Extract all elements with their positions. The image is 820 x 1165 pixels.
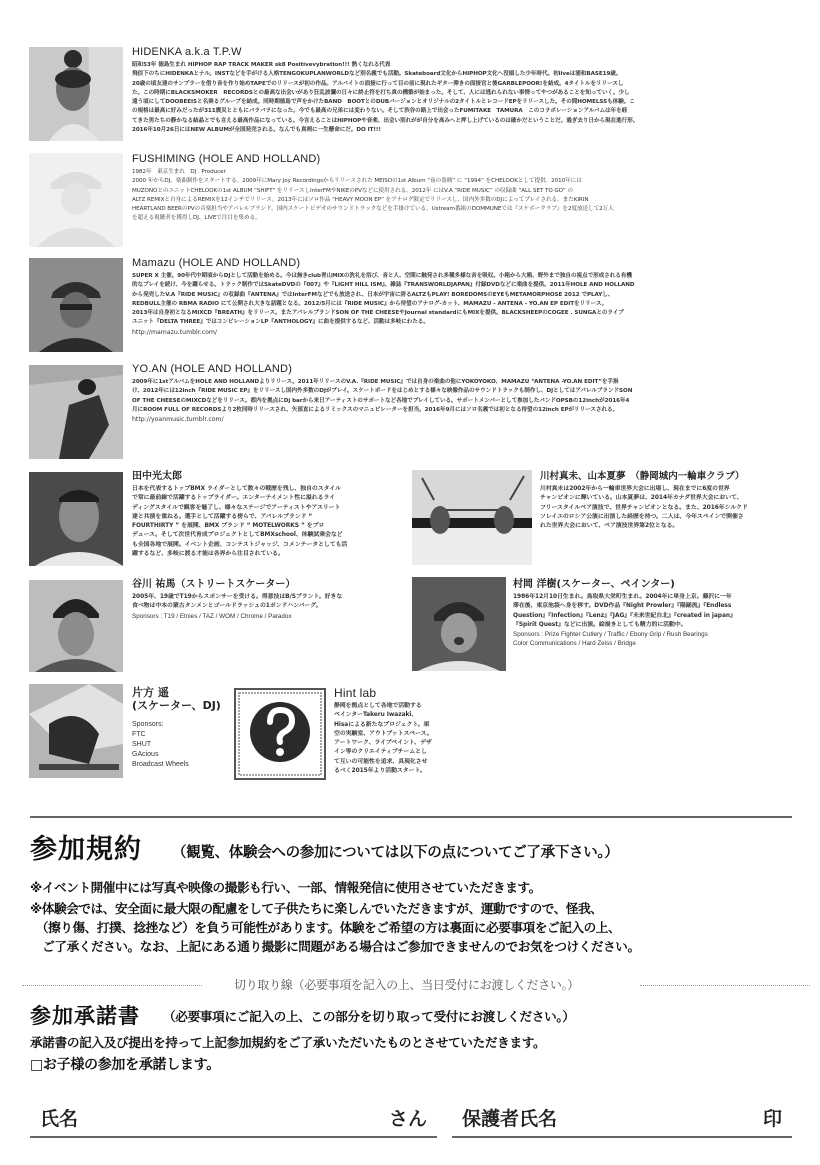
muraoka-photo <box>412 577 506 671</box>
cut-line-dash-right <box>640 985 810 986</box>
profile-name: HIDENKA a.k.a T.P.W <box>132 46 242 58</box>
unicycle-club-photo <box>412 470 532 565</box>
katagata-bio <box>132 686 232 770</box>
fushiming-bio <box>132 152 812 224</box>
yoan-url-link[interactable]: http://yoanmusic.tumblr.com/ <box>132 416 224 424</box>
section-divider <box>30 816 792 818</box>
yoan-photo <box>29 365 123 459</box>
mamazu-url-link[interactable]: http://mamazu.tumblr.com/ <box>132 328 217 336</box>
terms-subtitle: （観覧、体験会への参加については以下の点についてご了承下さい。） <box>172 845 619 861</box>
profile-text: 昭和53年 徳島生まれ HIPHOP RAP TRACK MAKER sk8 Positivevybration!!! 熱くなれる代表 飛信下のちにHIDENKAとナル。INSTなどを手がける人格TENGOKUPLANWORLDなど別名義でも活動。Skateboard文化からHIPHOP文化へ没頭した少年時代。初liveは浦和BASE19歳。 20歳の頃友達のサンプラーを借り音を作り始めTAPEでのリリースが初の作品。アルバイトの面接に行って目の前に現れたギター弾きの面接官と後GARBLEPOOR!を結成。4タイトルをリリースし た。この時期にBLACKSMOKER RECORDSとの最高な出会いがあり狂乱波瀾の日々に終止符を打ち真の構築が始まった。そして、人には逃れられない事情ってやつがあることを知っていく。少し 遠う頃にしてDOOBEEISと名乗るグループを結成。同時期徳島で声をかけたBAND BOOTとのDUBバージョンとオリジナルの2タイトルとレコードEPをリリースした。その間HOMELSSも体験。こ の規格は最高に好みだったが311震災とともにバラバラになった。今でも最高の兄弟には変わりない。そして渋谷の路上で出会ったFUMITAKE TAMURA このコラボレーションアルバムは年を経 てきた男たちの静かなる結晶とでも言える最高作品になっている。今言えることはHIPHOPや音楽、出会い別れがが自分を高みへと押し上げているのは確かだということだ。過ぎ去り日から現在進行形。 2016年10月26日にはNEW ALBUMが全国発売される。なんでも真剣に一生懸命にだ。DO IT!!! <box>132 62 639 134</box>
profile-text: 日本を代表するトップBMX ライダーとして数々の戦歴を残し、独自のスタイル で常に最前線で活躍するトップライダー。エンターテイメント性に溢れるライ ディングスタイルで観客を魅了し、様々なステージでアーティストやアスリート 達と共演を重ねる。選手として活躍する傍らで、アパレルブランド “ FOURTHIRTY ” を展開、BMX ブランド “ MOTELWORKS ” をプロ デュース。そして次世代育成プロジェクトとしてBMXschool、体験試乗会など も全国各地で展開。イベント企画、コンテストジャッジ、コメンテータとしても活 躍するなど、多岐に渡る才能は各界から注目されている。 <box>132 486 348 558</box>
fushiming-photo <box>29 153 123 247</box>
profile-sponsors: Sponsors : T19 / Etnies / TAZ / WOM / Chrome / Paradox <box>132 612 292 620</box>
guardian-name-field[interactable] <box>452 1100 792 1138</box>
sponsor-item: SHUT <box>132 741 152 748</box>
hidenka-bio <box>132 45 812 135</box>
terms-title: 参加規約 <box>30 834 142 865</box>
tanigawa-bio <box>132 578 412 621</box>
sponsors-label: Sponsors: <box>132 721 164 728</box>
consent-statement: 承諾書の記入及び提出を持って上記参加規約をご了承いただいたものとさせていただきます。 <box>30 1035 546 1050</box>
profile-name: Hint lab <box>334 686 377 700</box>
mamazu-bio <box>132 256 812 337</box>
sponsor-item: GAcious <box>132 751 159 758</box>
child-name-label: 氏名 <box>40 1108 79 1130</box>
cut-line-label: 切り取り線（必要事項を記入の上、当日受付にお渡しください。） <box>234 978 580 992</box>
profile-name: Mamazu (HOLE AND HOLLAND) <box>132 257 301 269</box>
hintlab-logo <box>234 688 326 780</box>
terms-item: ご了承ください。なお、上記にある通り撮影に問題がある場合はご参加できませんのでお気をつけください。 <box>30 939 640 954</box>
sponsor-item: FTC <box>132 731 146 738</box>
consent-subtitle: （必要事項にご記入の上、この部分を切り取って受付にお渡しください。） <box>163 1009 575 1024</box>
katagata-photo <box>29 684 123 778</box>
terms-item: ※イベント開催中には写真や映像の撮影も行い、一部、情報発信に使用させていただきます。 <box>30 880 541 895</box>
guardian-name-label: 保護者氏名 <box>462 1108 558 1130</box>
profile-sponsors: Sponsors : Prize Fighter Cutlery / Traffic / Ebony Grip / Rush Bearings <box>513 631 708 639</box>
profile-name: 片方 遥 <box>132 686 169 699</box>
profile-name: 村岡 洋樹(スケーター、ペインター) <box>513 579 675 590</box>
child-name-suffix: さん <box>388 1108 427 1130</box>
consent-title: 参加承諾書 <box>30 1004 140 1028</box>
profile-text: SUPER X 主催。90年代中期頃からDJとして活動を始める。今は無きclub青山MIXの洗礼を浴び、音と人、空間に触発され多種多様な音を吸収。小箱から大箱、野外まで独自の視点で形成される有機 的なプレイを続け、今を躍らせる。トラック制作ではSkateDVDの『007』や『LIGHT HILL ISM』、雑誌『TRANSWORLDJAPAN』付録DVDなどに楽曲を提供。2011年HOLE AND HOLLAND から発売したV.A『RIDE MUSIC』の収録曲『ANTENA』ではInterFMなどでも放送され、日本が宇宙に誇るALTZもPLAY! BOREDOMSのEYEもMETAMORPHOSE 2012 でPLAYし、 REDBULL主催の RBMA RADIO にて公開され大きな話題となる。2012/5月には『RIDE MUSIC』から待望のアナログ-カット、MAMAZU - ANTENA - YO.AN EP EDITをリリース。 2013年は自身初となるMIXCD『BREATH』をリリース。またアパレルブランドSON OF THE CHEESEやJournal standardにもMIXを提供。BLACKSHEEPのCOGEE . SUNGAとのライブ ユニット『DELTA THREE』ではコンピレーションLP『ANTHOLOGY』に曲を提供するなど、活動は多岐にわたる。 <box>132 273 635 326</box>
terms-item: （擦り傷、打撲、捻挫など）を負う可能性があります。体験をご希望の方は裏面に必要事項をご記入の上、 <box>30 920 621 935</box>
consent-checkbox[interactable]: □お子様の参加を承諾します。 <box>30 1057 220 1073</box>
profile-text: 2005年、19歳でT19からスポンサーを受ける。得意技はB/Sブラント。好きな 食べ物は中本の蒙古タンメンとゴールドラッシュの1ポンドハンバーグ。 <box>132 594 343 610</box>
sponsor-item: Broadcast Wheels <box>132 761 189 768</box>
tanaka-bio <box>132 470 402 559</box>
profile-text: 川村真未は2002年から一輪車世界大会に出場し、現在までに6度の世界 チャンピオンに輝いている。山本夏夢は、2014年カナダ世界大会において、 フリースタイルペア演技で、世界チャンピオンとなる。また、2016年シルクド ソレイユのロシア公演に出演した経歴を持つ。二人は、今年スペインで開催さ れた世界大会において、ペア演技世界第2位となる。 <box>540 486 748 530</box>
yoan-bio <box>132 362 812 424</box>
profile-name: FUSHIMING (HOLE AND HOLLAND) <box>132 153 321 165</box>
kawamura-bio <box>540 470 815 531</box>
hidenka-photo <box>29 47 123 141</box>
profile-name: 田中光太郎 <box>132 471 182 482</box>
profile-text: 1986年12月10日生まれ。鳥取県大栄町生まれ。2004年に単身上京。藤沢に一年 滞在後、東京池袋へ身を移す。DVD作品『Night Prowler』『陽踊流』『Endless Question』『Infection』『Lenz』『JAG』『未来世紀台北』『created in japan』 『Spirit Quest』などに出演。絵描きとしても精力的に活動中。 <box>513 594 736 628</box>
profile-text: 静岡を拠点として各地で活動する ペインターTakeru Iwazaki、 Hisaによる新たなプロジェクト。架 空の実験室、アウトプットスペース。 アートワーク、ライブペイント、デザ イン等のクリエイティブチームとし て互いの可能性を追求、具現化させ るべく2015年より活動スタート。 <box>334 703 433 775</box>
mamazu-photo <box>29 258 123 352</box>
profile-name: 谷川 祐馬（ストリートスケーター） <box>132 579 296 590</box>
profile-role: (スケーター、DJ) <box>132 699 221 712</box>
child-name-field[interactable] <box>30 1100 437 1138</box>
muraoka-bio <box>513 578 813 648</box>
tanigawa-photo <box>29 580 123 672</box>
profile-name: 川村真未、山本夏夢 （静岡城内一輪車クラブ） <box>540 471 745 482</box>
hintlab-bio <box>334 686 479 776</box>
profile-text: 1982年 東京生まれ DJ . Producer 2000 年からDJ、楽曲制作をスタートする。2009年にMary Joy Recordingsからリリースされた MEISOの1st Album “夜の盗賊” に “1994” をCHELOOKとして提供。2010年には MUZONOとのユニットCHELOOKの1st ALBUM “SHIFT” をリリースしInterFMやNIKEのPVなどに使用される。2012年 にはV.A “RIDE MUSIC” の収録曲 “ALL SET TO GO” の ALTZ REMIXと自身によるREMIXを12インチでリリース。2013年にはソロ作品 “HEAVY MOON EP” をアナログ限定でリリースし、国内外多数のDJによってプレイされる。またKIRIN HEARTLAND BEERのPVの音楽担当やアパレルブランド、国内スケートビデオのサウンドトラックなどを手掛けている。Ustream番組のDOMMUNEでは『スケボークラブ』を2度放送して2万人 を超える視聴者を獲得しDJ、LIVEで注目を集める。 <box>132 169 614 222</box>
terms-item: ※体験会では、安全面に最大限の配慮をして子供たちに楽しんでいただきますが、運動ですので、怪我、 <box>30 901 603 916</box>
cut-line-dash-left <box>22 985 202 986</box>
profile-sponsors: Color Communications / Hard Zeiss / Bridge <box>513 640 636 648</box>
cut-line <box>22 978 810 992</box>
profile-name: YO.AN (HOLE AND HOLLAND) <box>132 363 293 375</box>
tanaka-photo <box>29 472 123 566</box>
profile-text: 2009年に1stアルバムをHOLE AND HOLLANDよりリリース。2011年リリースのV.A.『RIDE MUSIC』では自身の楽曲の他にYOKOYOKO、MAMAZU “ANTENA -YO.AN EDIT”を手掛 け、2012年には12inch『RIDE MUSIC EP』をリリースし国内外多数のDJがプレイ。スケートボードをはじめとする様々な映像作品のサウンドトラックも制作し、DJとしてはアパレルブランドSON OF THE CHEESEのMIXCDなどをリリース。都内を拠点にDj barから来日アーティストのサポートなど各地でプレイしている。サポートメンバーとして参加したバンドOPSBの12inchが2016年4 月にROOM FULL OF RECORDSより2枚同時リリースされ、矢部直によるリミックスのマニュピレーターを担当。2016年9月にはソロ名義では初となる待望の12inch EPがリリースされる。 <box>132 379 633 413</box>
guardian-seal-mark: 印 <box>762 1108 782 1130</box>
